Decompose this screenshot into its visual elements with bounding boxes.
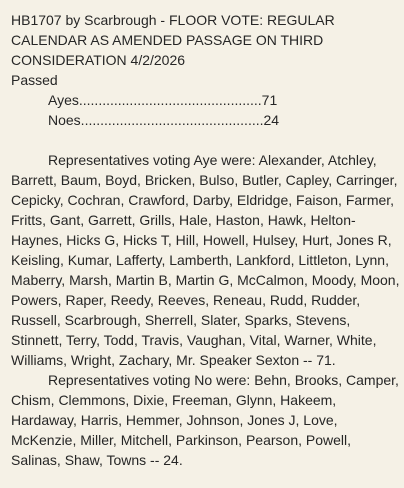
ayes-tally: Ayes...............................................71 <box>48 92 278 108</box>
vote-result: Passed <box>11 72 58 88</box>
vote-title: HB1707 by Scarbrough - FLOOR VOTE: REGULAR CALENDAR AS AMENDED PASSAGE ON THIRD CONSIDERATION 4/2/2026 <box>11 12 335 68</box>
noes-tally: Noes...............................................24 <box>48 112 280 128</box>
noes-voters-paragraph: Representatives voting No were: Behn, Brooks, Camper, Chism, Clemmons, Dixie, Freeman, Glynn, Hakeem, Hardaway, Harris, Hemmer, Johnson, Jones J, Love, McKenzie, Miller, Mitchell, Parkinson, Pearson, Powell, Salinas, Shaw, Towns -- 24. <box>11 372 399 468</box>
ayes-voters-paragraph: Representatives voting Aye were: Alexander, Atchley, Barrett, Baum, Boyd, Bricken, Bulso, Butler, Capley, Carringer, Cepicky, Cochran, Crawford, Darby, Eldridge, Faison, Farmer, Fritts, Gant, Garrett, Grills, Hale, Haston, Hawk, Helton-Haynes, Hicks G, Hicks T, Hill, Howell, Hulsey, Hurt, Jones R, Keisling, Kumar, Lafferty, Lamberth, Lankford, Littleton, Lynn, Maberry, Marsh, Martin B, Martin G, McCalmon, Moody, Moon, Powers, Raper, Reedy, Reeves, Reneau, Rudd, Rudder, Russell, Scarbrough, Sherrell, Slater, Sparks, Stevens, Stinnett, Terry, Todd, Travis, Vaughan, Vital, Warner, White, Williams, Wright, Zachary, Mr. Speaker Sexton -- 71. <box>11 152 400 368</box>
